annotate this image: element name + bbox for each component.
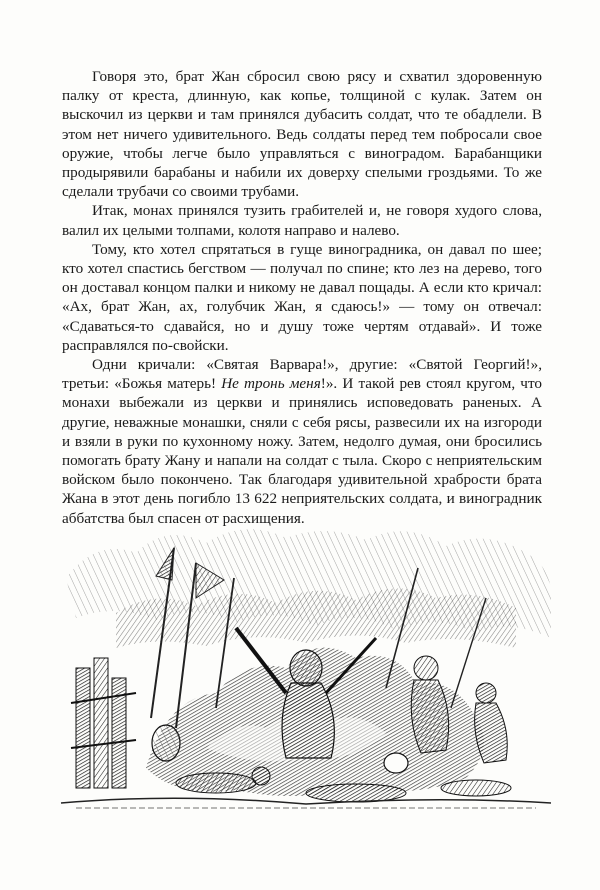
body-text (62, 67, 542, 528)
paragraph-4 (62, 355, 542, 528)
shield-2 (384, 753, 408, 773)
paragraph-3: Тому, кто хотел спрятаться в гуще виноградника, он давал по шее; кто хотел спастись бегством — получал по спине; кто лез на дерево, того он доставал концом палки и никому не давал пощады. А если кто кричал: «Ах, брат Жан, ах, голубчик Жан, я сдаюсь!» — тому он отвечал: «Сдаваться-то сдавайся, но и душу тоже чертям отдавай». И тоже расправлялся по-свойски. (62, 240, 542, 354)
palisade-fence (71, 658, 136, 788)
paragraph-2: Итак, монах принялся тузить грабителей и, не говоря худого слова, валил их целыми толпами, колотя направо и налево. (62, 202, 542, 239)
battle-scene-engraving (56, 518, 556, 818)
paragraph-4-italic: Не тронь меня (221, 375, 321, 393)
paragraph-4-part-b: !». И такой рев стоял кругом, что монахи выбежали из церкви и принялись исповедовать раненых. А другие, неважные монашки, сняли с себя рясы, развесили их на изгороди и взяли в руки по кухонному ножу. Затем, недолго думая, они бросились помогать брату Жану и напали на солдат с тыла. Скоро с неприятельским войском было покончено. Так благодаря удивительной храбрости брата Жана в этот день погибло 13 622 неприятельских солдата, и виноградник аббатства был спасен от расхищения. (62, 375, 542, 527)
shield-1 (152, 725, 180, 761)
engraving-illustration (56, 518, 556, 818)
paragraph-1: Говоря это, брат Жан сбросил свою рясу и схватил здоровенную палку от креста, длинную, как копье, толщиной с кулак. Затем он выскочил из церкви и там принялся дубасить солдат, что те обадлели. В этом нет ничего удивительного. Ведь солдаты перед тем побросали свое оружие, чтобы легче было управляться с виноградом. Барабанщики продырявили барабаны и набили их доверху спелыми гроздьями. То же сделали трубачи со своими трубами. (62, 68, 542, 201)
ground (61, 798, 551, 804)
paragraph-4-part-a: Одни кричали: «Святая Варвара!», другие: «Святой Георгий!», третьи: «Божья матерь! (62, 356, 542, 393)
